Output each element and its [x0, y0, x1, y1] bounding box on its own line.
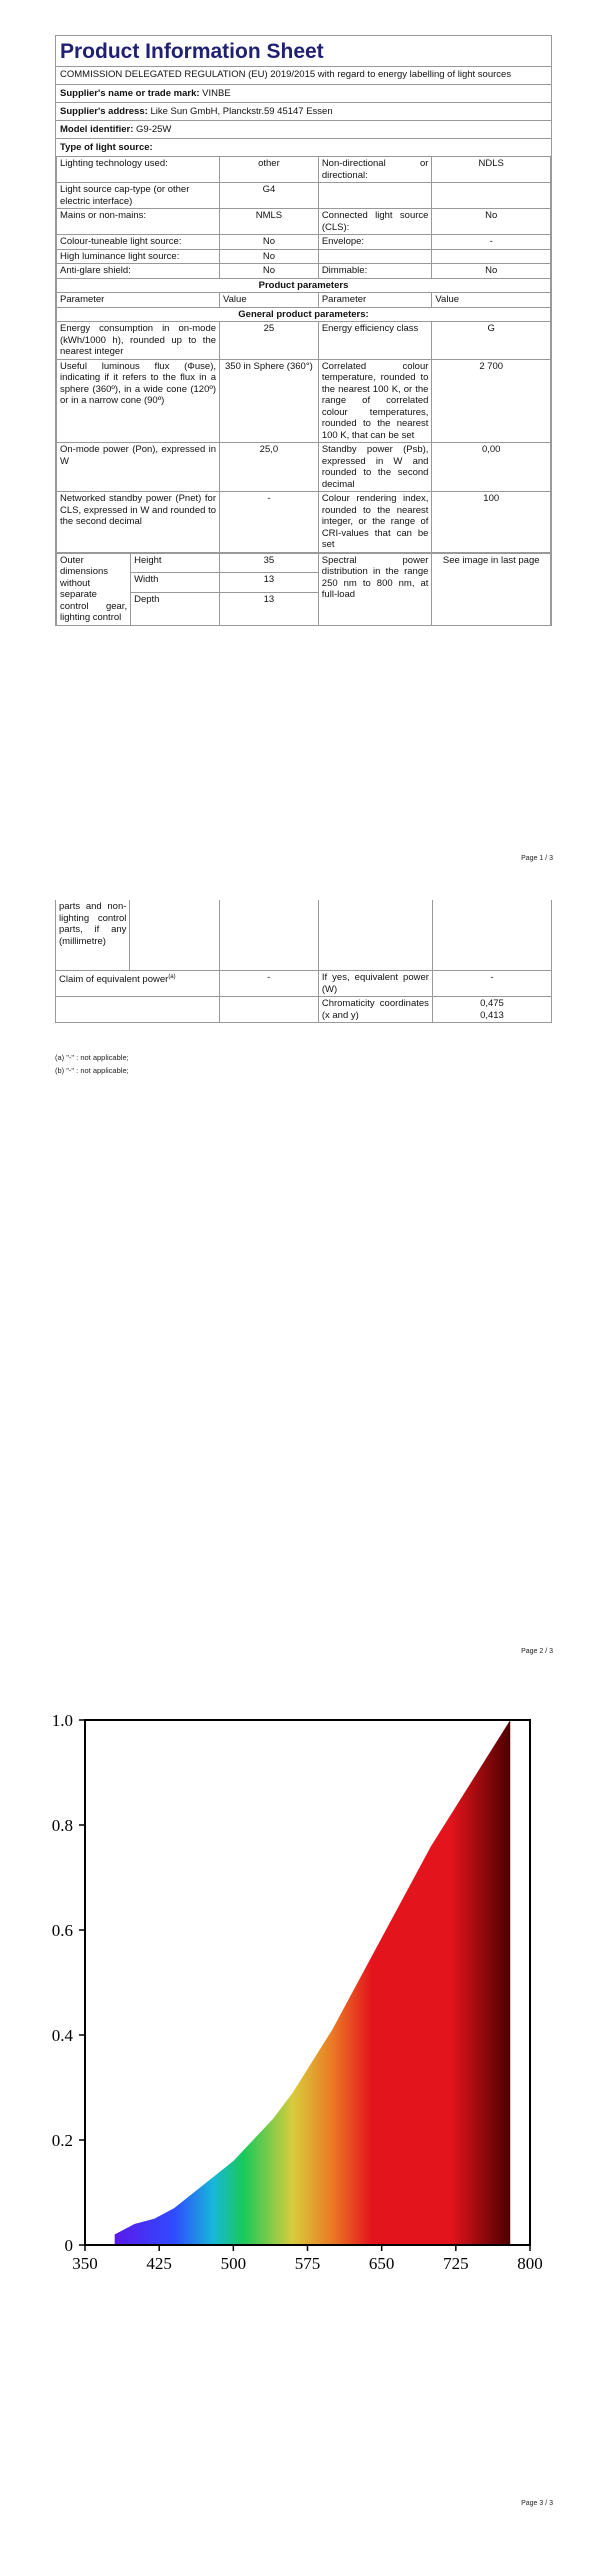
y-tick-label: 0.6	[51, 1921, 73, 1940]
model-value: G9-25W	[136, 124, 172, 135]
table-cell: 2 700	[432, 359, 551, 443]
x-tick-label: 725	[443, 2254, 469, 2270]
table-cell: G4	[220, 183, 319, 209]
table-cell	[219, 997, 318, 1023]
product-information-sheet	[55, 35, 552, 626]
page-number: Page 2 / 3	[521, 1648, 553, 1655]
page-number: Page 3 / 3	[521, 2500, 553, 2507]
table-cell	[318, 249, 432, 264]
table-row	[57, 209, 551, 235]
table-cell: Energy efficiency class	[318, 322, 432, 360]
spd-value: See image in last page	[432, 553, 551, 625]
table-cell: Anti-glare shield:	[57, 264, 220, 279]
table-cell: No	[220, 249, 319, 264]
product-parameters-header: Product parameters	[57, 278, 551, 293]
continued-table	[55, 900, 552, 1023]
table-cell: Dimmable:	[318, 264, 432, 279]
page-3	[0, 1670, 603, 2560]
table-row	[57, 157, 551, 183]
table-row	[57, 235, 551, 250]
table-row	[57, 492, 551, 553]
page-title: Product Information Sheet	[56, 36, 551, 67]
x-tick-label: 500	[220, 2254, 247, 2270]
supplier-name-row	[56, 85, 551, 103]
supplier-address-label: Supplier's address:	[60, 106, 148, 117]
claim-value: -	[219, 971, 318, 997]
table-cell: On-mode power (Pon), expressed in W	[57, 443, 220, 492]
table-cell: Networked standby power (Pnet) for CLS, expressed in W and rounded to the second decimal	[57, 492, 220, 553]
table-cell: other	[220, 157, 319, 183]
table-cell: Correlated colour temperature, rounded to the nearest 100 K, or the range of correlated colour temperatures, rounded to the nearest 100 K, that can be set	[318, 359, 432, 443]
column-header: Parameter	[57, 293, 220, 308]
table-cell: NDLS	[432, 157, 551, 183]
table-cell: Useful luminous flux (Φuse), indicating if it refers to the flux in a sphere (360º), in a wide cone (120º) or in a narrow cone (90º)	[57, 359, 220, 443]
table-cell	[432, 249, 551, 264]
dimension-label: Depth	[131, 592, 220, 625]
spd-label: Spectral power distribution in the range 250 nm to 800 nm, at full-load	[318, 553, 432, 625]
table-cell	[432, 900, 551, 971]
spectrum-area	[115, 1720, 511, 2245]
column-header: Parameter	[318, 293, 432, 308]
outer-dimensions-continued: parts and non-lighting control parts, if any (millimetre)	[56, 900, 130, 971]
x-tick-label: 800	[517, 2254, 543, 2270]
dimension-value: 13	[220, 592, 319, 625]
dimension-label: Width	[131, 573, 220, 593]
dimension-value: 35	[220, 553, 319, 573]
claim-footnote-mark: (a)	[168, 974, 176, 980]
supplier-name-value: VINBE	[202, 88, 231, 99]
claim-label-text: Claim of equivalent power	[59, 974, 169, 986]
table-cell	[318, 183, 432, 209]
table-cell: No	[220, 264, 319, 279]
table-row	[57, 553, 551, 573]
footnote-a: (a) "-" : not applicable;	[55, 1053, 129, 1062]
equivalent-power-label: If yes, equivalent power (W)	[318, 971, 432, 997]
table-cell: Lighting technology used:	[57, 157, 220, 183]
table-row	[56, 900, 552, 971]
table-cell: NMLS	[220, 209, 319, 235]
chart-plot-area	[114, 1719, 511, 2245]
table-cell: Standby power (Psb), expressed in W and rounded to the second decimal	[318, 443, 432, 492]
table-cell: No	[432, 209, 551, 235]
table-row	[57, 359, 551, 443]
table-row	[56, 971, 552, 997]
table-cell: Mains or non-mains:	[57, 209, 220, 235]
table-cell: 100	[432, 492, 551, 553]
chromaticity-value	[432, 997, 551, 1023]
table-cell: Envelope:	[318, 235, 432, 250]
y-tick-label: 0.2	[51, 2131, 73, 2150]
equivalent-power-value: -	[432, 971, 551, 997]
column-header: Value	[432, 293, 551, 308]
table-cell: 350 in Sphere (360°)	[220, 359, 319, 443]
type-row	[56, 139, 551, 156]
table-cell	[318, 900, 432, 971]
supplier-name-label: Supplier's name or trade mark:	[60, 88, 200, 99]
table-cell: G	[432, 322, 551, 360]
table-row	[56, 997, 552, 1023]
table-cell: No	[220, 235, 319, 250]
y-tick-label: 0.4	[51, 2026, 73, 2045]
table-cell: 25,0	[220, 443, 319, 492]
column-header: Value	[220, 293, 319, 308]
table-cell: High luminance light source:	[57, 249, 220, 264]
outer-dimensions-label: Outer dimensions without separate control gear, lighting control	[57, 553, 131, 625]
spectral-power-chart	[0, 1670, 603, 2270]
y-tick-label: 0	[64, 2236, 73, 2255]
table-cell	[432, 183, 551, 209]
table-cell	[130, 900, 219, 971]
page-number: Page 1 / 3	[521, 855, 553, 862]
table-row	[57, 443, 551, 492]
page-1	[0, 0, 603, 880]
table-cell: Light source cap-type (or other electric interface)	[57, 183, 220, 209]
page-2	[0, 880, 603, 1670]
footnote-b: (b) "-" : not applicable;	[55, 1066, 129, 1075]
table-cell: No	[432, 264, 551, 279]
regulation-text: COMMISSION DELEGATED REGULATION (EU) 2019/2015 with regard to energy labelling of light sources	[56, 67, 551, 85]
dimension-value: 13	[220, 573, 319, 593]
x-tick-label: 425	[146, 2254, 172, 2270]
chromaticity-label: Chromaticity coordinates (x and y)	[318, 997, 432, 1023]
table-cell: Colour rendering index, rounded to the nearest integer, or the range of CRI-values that can be set	[318, 492, 432, 553]
x-tick-label: 650	[368, 2254, 395, 2270]
x-tick-label: 350	[72, 2254, 98, 2270]
table-row	[57, 293, 551, 308]
general-parameters-header: General product parameters:	[57, 307, 551, 322]
table-row	[57, 249, 551, 264]
table-cell: Connected light source (CLS):	[318, 209, 432, 235]
supplier-address-row	[56, 103, 551, 121]
table-row	[57, 307, 551, 322]
table-cell	[56, 997, 220, 1023]
type-label: Type of light source:	[60, 142, 153, 153]
chromaticity-x: 0,475	[480, 998, 504, 1009]
dimension-label: Height	[131, 553, 220, 573]
table-cell: -	[432, 235, 551, 250]
light-source-table	[56, 156, 551, 553]
claim-label	[56, 971, 220, 997]
model-row	[56, 121, 551, 139]
table-row	[57, 322, 551, 360]
y-tick-label: 1.0	[51, 1711, 73, 1730]
chromaticity-y: 0,413	[480, 1009, 504, 1021]
table-cell: 25	[220, 322, 319, 360]
table-cell: -	[220, 492, 319, 553]
dimensions-table	[56, 553, 551, 625]
supplier-address-value: Like Sun GmbH, Planckstr.59 45147 Essen	[150, 106, 333, 117]
table-cell: Non-directional or directional:	[318, 157, 432, 183]
table-cell	[219, 900, 318, 971]
table-row	[57, 278, 551, 293]
x-tick-label: 575	[294, 2254, 321, 2270]
model-label: Model identifier:	[60, 124, 134, 135]
table-cell: Colour-tuneable light source:	[57, 235, 220, 250]
table-cell: 0,00	[432, 443, 551, 492]
table-row	[57, 264, 551, 279]
table-row	[57, 183, 551, 209]
table-cell: Energy consumption in on-mode (kWh/1000 h), rounded up to the nearest integer	[57, 322, 220, 360]
y-tick-label: 0.8	[51, 1816, 73, 1835]
